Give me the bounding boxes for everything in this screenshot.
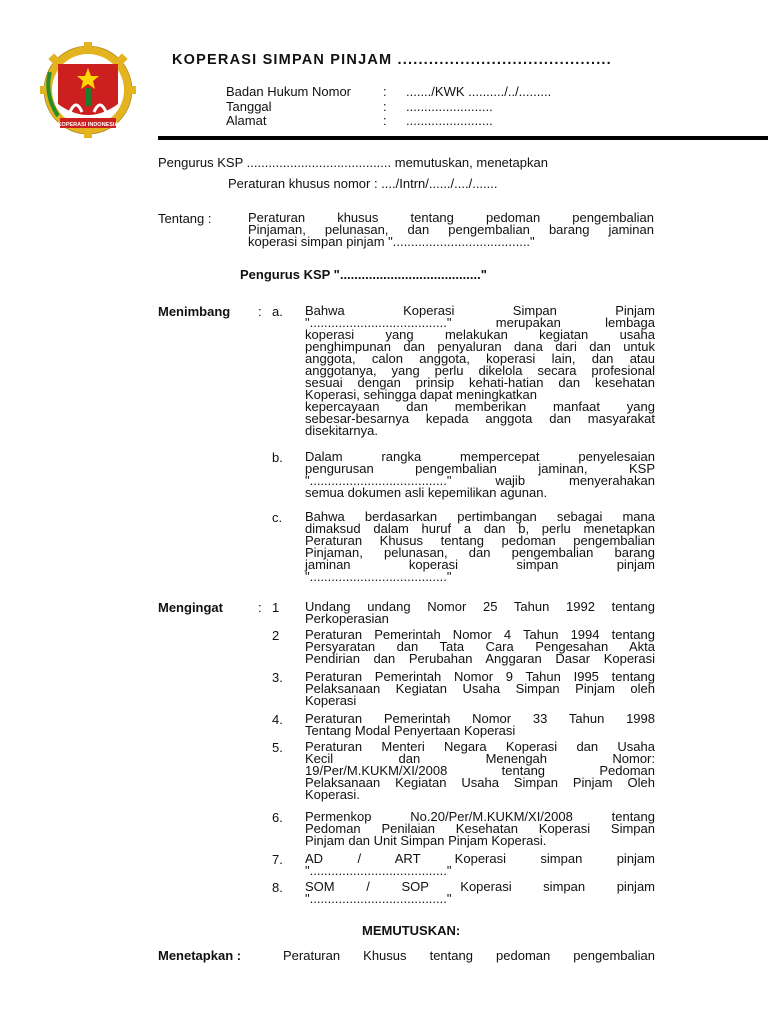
field-tanggal (226, 99, 586, 114)
mengingat-marker-5: 5. (272, 740, 283, 755)
mengingat-item-5 (305, 741, 655, 801)
text-line: kepercayaan dan memberikan manfaat yang (305, 399, 655, 414)
mengingat-colon: : (258, 600, 262, 615)
tentang-label: Tentang : (158, 211, 212, 226)
koperasi-emblem (24, 42, 154, 138)
field-label: Alamat (226, 113, 267, 128)
text-line: Tentang Modal Penyertaan Koperasi (305, 723, 516, 738)
menimbang-item-c (305, 511, 655, 583)
text-line: Peraturan Khusus tentang pedoman pengembalian (305, 533, 655, 548)
menimbang-marker-a: a. (272, 304, 283, 319)
text-line: Dalam rangka mempercepat penyelesaian (305, 449, 655, 464)
text-line: "......................................" (305, 891, 452, 906)
document-title: KOPERASI SIMPAN PINJAM ......................................... (172, 52, 612, 68)
mengingat-marker-4: 4. (272, 712, 283, 727)
text-line: penghimpunan dan penyaluran dana dari dan untuk (305, 339, 655, 354)
text-line: semua dokumen asli kepemilikan agunan. (305, 485, 548, 500)
text-line: Pedoman Penilaian Kesehatan Koperasi Simpan (305, 821, 655, 836)
menetapkan-label: Menetapkan : (158, 948, 242, 963)
intro-line-1: Pengurus KSP ........................................ memutuskan, menetapkan (158, 155, 548, 170)
menimbang-item-a (305, 305, 655, 437)
menimbang-colon: : (258, 304, 262, 319)
field-label: Tanggal (226, 99, 272, 114)
text-line: Permenkop No.20/Per/M.KUKM/XI/2008 tentang (305, 809, 655, 824)
text-line: Bahwa berdasarkan pertimbangan sebagai mana (305, 509, 655, 524)
text-line: Perkoperasian (305, 611, 389, 626)
text-line: sebesar-besarnya kepada anggota dan masyarakat (305, 411, 655, 426)
text-line: anggotanya, yang perlu dikelola secara profesional (305, 363, 655, 378)
mengingat-marker-1: 1 (272, 600, 280, 615)
text-line: koperasi simpan pinjam "......................................" (248, 234, 535, 249)
text-line: disekitarnya. (305, 423, 378, 438)
mengingat-item-2 (305, 629, 655, 665)
text-line: Pinjaman, pelunasan, dan pengembalian barang (305, 545, 655, 560)
menetapkan-text (283, 950, 655, 962)
text-line: Pelaksanaan Kegiatan Usaha Simpan Pinjam oleh (305, 681, 655, 696)
text-line: koperasi yang melakukan kegiatan usaha (305, 327, 655, 342)
text-line: "......................................" merupakan lembaga (305, 315, 655, 330)
field-badan-hukum (226, 84, 586, 99)
text-line: sesuai dengan prinsip kehati-hatian dan kesehatan (305, 375, 655, 390)
text-line: Koperasi. (305, 787, 360, 802)
field-colon: : (383, 113, 387, 128)
text-line: "......................................" (305, 569, 452, 584)
text-line: Peraturan Pemerintah Nomor 33 Tahun 1998 (305, 711, 655, 726)
text-line: Kecil dan Menengah Nomor: (305, 751, 655, 766)
mengingat-marker-7: 7. (272, 852, 283, 867)
text-line: "......................................" (305, 863, 452, 878)
text-line: pengurusan pengembalian jaminan, KSP (305, 461, 655, 476)
header-divider (158, 136, 768, 140)
text-line: Peraturan Khusus tentang pedoman pengembalian (283, 948, 655, 963)
text-line: dimaksud dalam huruf a dan b, perlu menetapkan (305, 521, 655, 536)
text-line: Peraturan Menteri Negara Koperasi dan Usaha (305, 739, 655, 754)
tentang-text (248, 212, 654, 248)
text-line: 19/Per/M.KUKM/XI/2008 tentang Pedoman (305, 763, 655, 778)
menimbang-marker-b: b. (272, 450, 283, 465)
text-line: Pinjaman, pelunasan, dan pengembalian barang jaminan (248, 222, 654, 237)
text-line: Peraturan Pemerintah Nomor 9 Tahun I995 tentang (305, 669, 655, 684)
text-line: Persyaratan dan Tata Cara Pengesahan Akta (305, 639, 655, 654)
mengingat-marker-6: 6. (272, 810, 283, 825)
mengingat-label: Mengingat (158, 600, 223, 615)
mengingat-item-6 (305, 811, 655, 847)
text-line: Pinjam dan Unit Simpan Pinjam Koperasi. (305, 833, 547, 848)
text-line: "......................................" wajib menyerahakan (305, 473, 655, 488)
mengingat-marker-8: 8. (272, 880, 283, 895)
field-alamat (226, 113, 586, 128)
text-line: anggota, calon anggota, koperasi lain, dan atau (305, 351, 655, 366)
mengingat-item-3 (305, 671, 655, 707)
menimbang-item-b (305, 451, 655, 499)
mengingat-item-1 (305, 601, 655, 625)
field-value: ........................ (406, 99, 493, 114)
emblem-caption: KOPERASI INDONESIA (57, 122, 119, 128)
memutuskan-heading: MEMUTUSKAN: (362, 923, 461, 938)
text-line: jaminan koperasi simpan pinjam (305, 557, 655, 572)
text-line: Undang undang Nomor 25 Tahun 1992 tentang (305, 599, 655, 614)
pengurus-heading: Pengurus KSP "......................................." (240, 267, 487, 282)
mengingat-item-4 (305, 713, 655, 737)
menimbang-marker-c: c. (272, 510, 283, 525)
mengingat-marker-2: 2 (272, 628, 280, 643)
text-line: Pendirian dan Perubahan Anggaran Dasar Koperasi (305, 651, 655, 666)
field-colon: : (383, 84, 387, 99)
text-line: Peraturan Pemerintah Nomor 4 Tahun 1994 tentang (305, 627, 655, 642)
field-colon: : (383, 99, 387, 114)
mengingat-marker-3: 3. (272, 670, 283, 685)
mengingat-item-8 (305, 881, 655, 905)
text-line: Peraturan khusus tentang pedoman pengembalian (248, 210, 654, 225)
text-line: Bahwa Koperasi Simpan Pinjam (305, 303, 655, 318)
text-line: Koperasi, sehingga dapat meningkatkan (305, 387, 537, 402)
field-value: ......./KWK ........../../......... (406, 84, 552, 99)
intro-line-2: Peraturan khusus nomor : ..../Intrn/....../..../....... (228, 176, 498, 191)
text-line: AD / ART Koperasi simpan pinjam (305, 851, 655, 866)
menimbang-label: Menimbang (158, 304, 231, 319)
field-value: ........................ (406, 113, 493, 128)
text-line: Pelaksanaan Kegiatan Usaha Simpan Pinjam Oleh (305, 775, 655, 790)
text-line: SOM / SOP Koperasi simpan pinjam (305, 879, 655, 894)
field-label: Badan Hukum Nomor (226, 84, 351, 99)
text-line: Koperasi (305, 693, 357, 708)
mengingat-item-7 (305, 853, 655, 877)
